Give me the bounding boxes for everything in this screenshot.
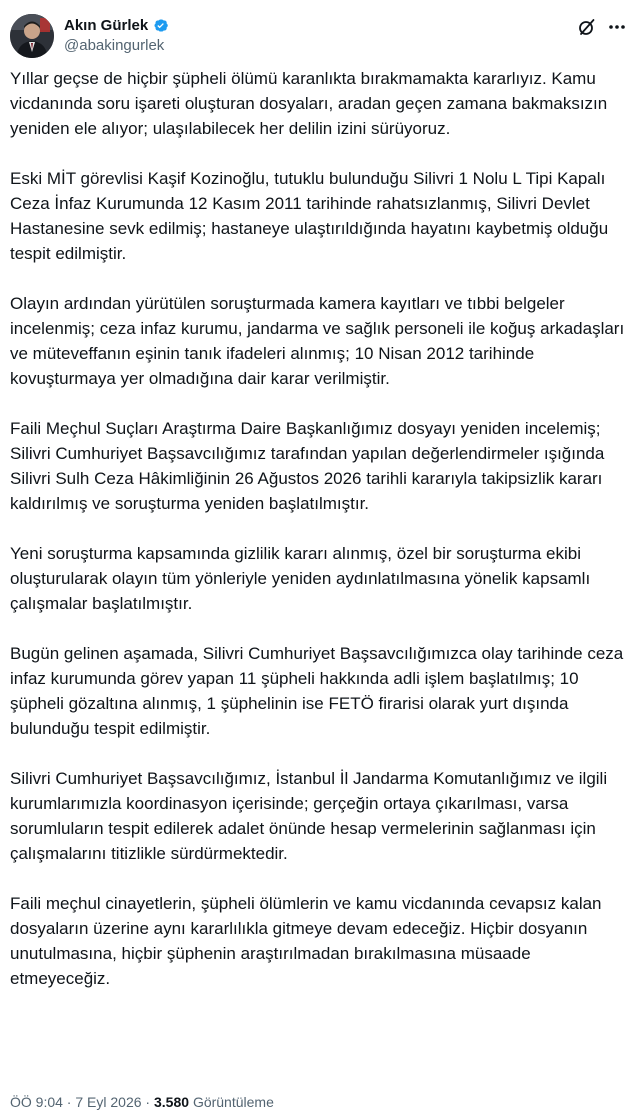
tweet-date[interactable]: 7 Eyl 2026 <box>75 1094 142 1110</box>
tweet-meta <box>10 1094 274 1110</box>
tweet-header <box>10 12 630 60</box>
views-label: Görüntüleme <box>192 1094 274 1110</box>
tweet-paragraph: Bugün gelinen aşamada, Silivri Cumhuriyet Başsavcılığımızca olay tarihinde ceza infaz kurumunda görev yapan 11 şüpheli hakkında adli işlem başlatılmış; 10 şüpheli gözaltına alınmış, 1 şüphelinin ise FETÖ firarisi olarak yurt dışında bulunduğu tespit edilmiştir. <box>10 644 624 738</box>
tweet-time[interactable]: ÖÖ 9:04 <box>10 1094 63 1110</box>
tweet-paragraph: Silivri Cumhuriyet Başsavcılığımız, İstanbul İl Jandarma Komutanlığımız ve ilgili kurumlarımızla koordinasyon içerisinde; gerçeğin ortaya çıkarılması, varsa sorumluların tespit edilerek adalet önünde hesap vermelerinin sağlanması için çalışmalarını titizlikle sürdürmektedir. <box>10 769 608 863</box>
tweet-paragraph: Yeni soruşturma kapsamında gizlilik kararı alınmış, özel bir soruşturma ekibi oluşturularak olayın tüm yönleriyle yeniden aydınlatılmasına yönelik kapsamlı çalışmalar başlatılmıştır. <box>10 544 591 613</box>
views-count: 3.580 <box>154 1094 190 1110</box>
tweet-paragraph: Faili meçhul cinayetlerin, şüpheli ölümlerin ve kamu vicdanında cevapsız kalan dosyaların üzerine aynı kararlılıkla gitmeye devam edeceğiz. Hiçbir dosyanın unutulmasına, hiçbir şüphenin araştırılmadan bırakılmasına müsaade etmeyeceğiz. <box>10 894 602 988</box>
avatar[interactable] <box>10 14 54 58</box>
tweet-paragraph: Eski MİT görevlisi Kaşif Kozinoğlu, tutuklu bulunduğu Silivri 1 Nolu L Tipi Kapalı Ceza İnfaz Kurumunda 12 Kasım 2011 tarihinde rahatsızlanmış, Silivri Devlet Hastanesine sevk edilmiş; hastaneye ulaştırıldığında hayatını kaybetmiş olduğu tespit edilmiştir. <box>10 169 609 263</box>
tweet-paragraph: Olayın ardından yürütülen soruşturmada kamera kayıtları ve tıbbi belgeler incelenmiş; ceza infaz kurumu, jandarma ve sağlık personeli ile koğuş arkadaşları ve müteveffanın eşinin tanık ifadeleri alınmış; 10 Nisan 2012 tarihinde kovuşturmaya yer olmadığına dair karar verilmiştir. <box>10 294 625 388</box>
grok-icon[interactable] <box>578 18 596 36</box>
meta-separator: · <box>141 1094 154 1110</box>
tweet-paragraph: Faili Meçhul Suçları Araştırma Daire Başkanlığımız dosyayı yeniden incelemiş; Silivri Cumhuriyet Başsavcılığımız tarafından yapılan değerlendirmeler ışığında Silivri Sulh Ceza Hâkimliğinin 26 Ağustos 2026 tarihli kararıyla takipsizlik kararı kaldırılmış ve soruşturma yeniden başlatılmıştır. <box>10 419 605 513</box>
tweet-text <box>10 66 628 1016</box>
author-display-name[interactable]: Akın Gürlek <box>64 16 149 34</box>
more-icon[interactable] <box>606 16 628 38</box>
author-handle[interactable]: @abakingurlek <box>64 37 165 54</box>
author-names <box>64 15 169 54</box>
tweet-paragraph: Yıllar geçse de hiçbir şüpheli ölümü karanlıkta bırakmamakta kararlıyız. Kamu vicdanında soru işareti oluşturan dosyaları, aradan geçen zamana bakmaksızın yeniden ele alıyor; ulaşılabilecek her delilin izini sürüyoruz. <box>10 69 608 138</box>
meta-separator: · <box>62 1094 76 1110</box>
name-row <box>64 15 169 35</box>
verified-badge-icon[interactable] <box>152 17 169 34</box>
